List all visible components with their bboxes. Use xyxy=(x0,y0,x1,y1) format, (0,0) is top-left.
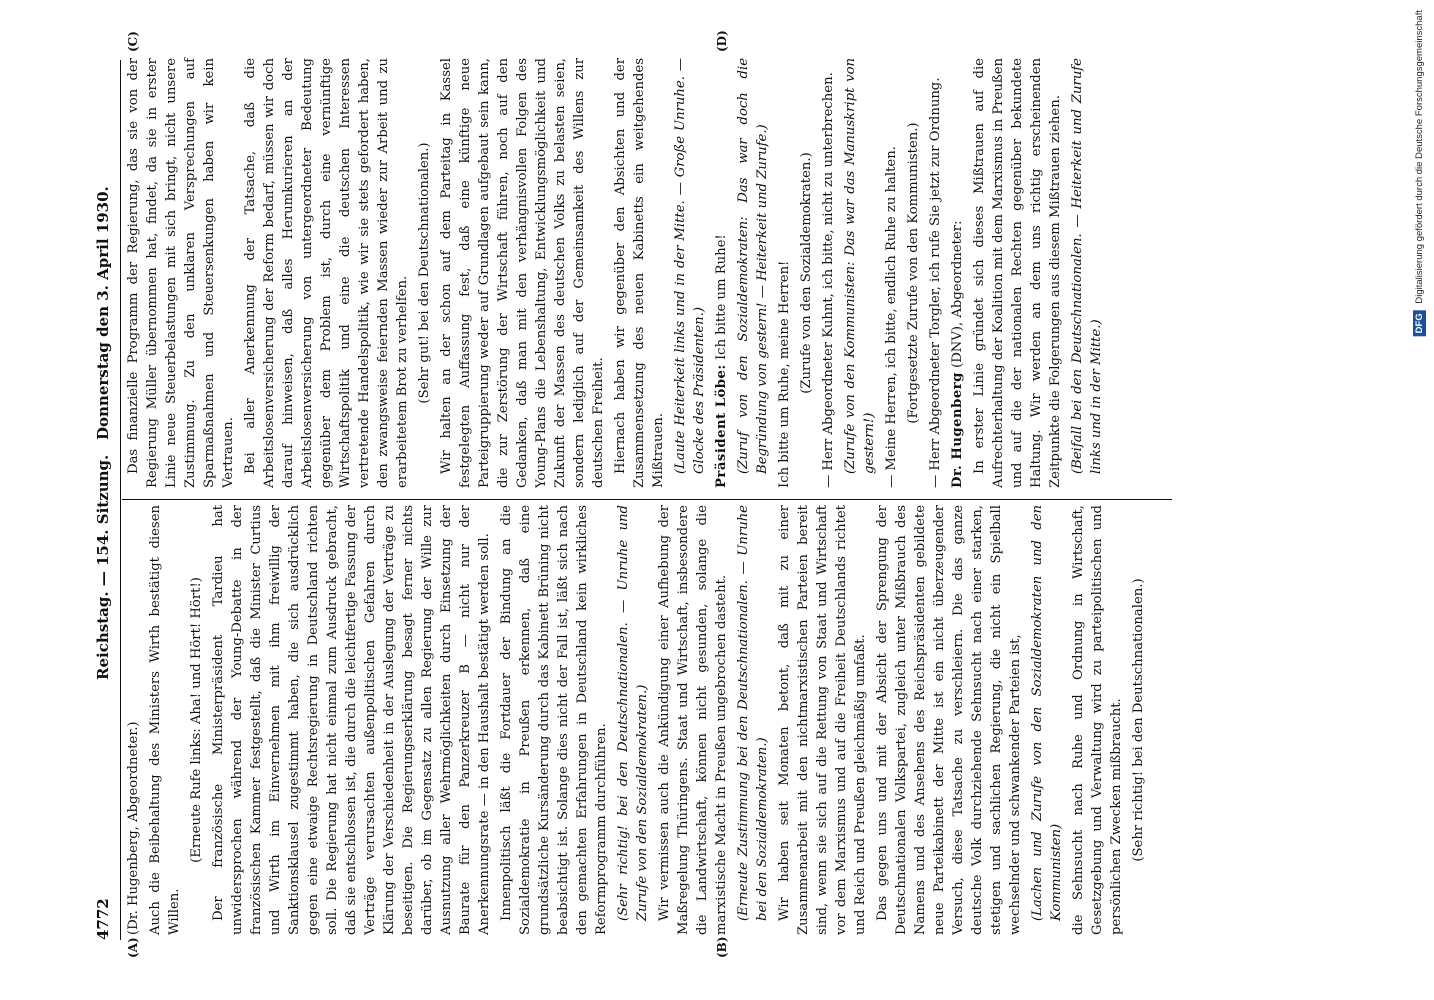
right-column xyxy=(124,58,1109,488)
column-divider xyxy=(122,499,1172,500)
interjection: (Beifall bei den Deutschnationalen. — Heiterkeit und Zurufe links und in der Mitte.) xyxy=(1070,58,1104,474)
margin-mark-a: (A) xyxy=(126,937,140,958)
dfg-logo: DFG xyxy=(1413,310,1426,336)
margin-mark-d: (D) xyxy=(715,30,729,52)
paragraph: — Meine Herren, ich bitte, endlich Ruhe zu halten. xyxy=(884,146,899,488)
interjection: (Zuruf von den Sozialdemokraten: Das war doch die Begründung von gestern! — Heiterkeit und Zurufe.) xyxy=(736,58,770,474)
interjection: (Zurufe von den Kommunisten: Das war das Manuskript von gestern!) xyxy=(843,58,877,474)
paragraph: Der französische Ministerpräsident Tardieu hat unwidersprochen während der Young-Debatte in der französischen Kammer festgestellt, daß die Minister Curtius und Wirth im Einvernehmen mit ihm freiwillig der Sanktionsklausel zugestimmt haben, die sich ausdrücklich gegen eine etwaige Rechtsregierung in Deutschland richten soll. Die Regierung hat nicht einmal zum Ausdruck gebracht, daß sie entschlossen ist, die durch die leichtfertige Fassung der Verträge verursachten außenpolitischen Gefahren durch Klärung der Verschiedenheit in der Auslegung der Verträge zu beseitigen. Die Regierungserklärung besagt ferner nichts darüber, ob im Gegensatz zu allen Regierung der Wille zur Ausnutzung aller Wehrmöglichkeiten durch Einsetzung der Baurate für den Panzerkreuzer B — nicht nur der Anerkennungsrate — in den Haushalt bestätigt werden soll. xyxy=(211,505,492,935)
paragraph: — Herr Abgeordneter Torgler, ich rufe Sie jetzt zur Ordnung. xyxy=(928,77,943,488)
session-title: Reichstag. — 154. Sitzung. xyxy=(94,454,112,680)
paragraph: Wir haben seit Monaten betont, daß mit zu einer Zusammenarbeit mit den nichtmarxistischen Parteien bereit sind, wenn sie sich auf die Rettung von Staat und Wirtschaft vor dem Marxismus und auf die Freiheit Deutschlands richtet und Reich und Preußen gleichmäßig umfaßt. xyxy=(777,505,868,935)
interjection: (Sehr richtig! bei den Deutschnationalen.) xyxy=(1131,578,1146,862)
interjection: (Erneute Zustimmung bei den Deutschnationalen. — Unruhe bei den Sozialdemokraten.) xyxy=(736,505,770,921)
interjection: (Sehr richtig! bei den Deutschnationalen. — Unruhe und Zurufe von den Sozialdemokraten.) xyxy=(616,505,650,921)
paragraph: Wir vermissen auch die Ankündigung einer Aufhebung der Maßregelung Thüringens. Staat und Wirtschaft, insbesondere die Landwirtschaft, können nicht gesunden, solange die marxistische Macht in Preußen ungebrochen dasteht. xyxy=(657,505,729,935)
left-column xyxy=(124,505,1151,935)
paragraph: Innenpolitisch läßt die Fortdauer der Bindung an die Sozialdemokratie in Preußen erkennen, daß eine grundsätzliche Kursänderung durch das Kabinett Brüning nicht beabsichtigt ist. Solange dies nicht der Fall ist, läßt sich nach den gemachten Erfahrungen in Deutschland kein wirkliches Reformprogramm durchführen. xyxy=(499,505,609,935)
paragraph: die Sehnsucht nach Ruhe und Ordnung in Wirtschaft, Gesetzgebung und Verwaltung wird zu parteipolitischen und persönlichen Zwecken mißbraucht. xyxy=(1071,505,1124,935)
header-rule xyxy=(120,60,121,940)
interjection: (Fortgesetzte Zurufe von den Kommunisten.) xyxy=(906,122,921,424)
paragraph: Hiernach haben wir gegenüber den Absichten und der Zusammensetzung des neuen Kabinetts ein weitgehendes Mißtrauen. xyxy=(613,58,666,488)
session-date: Donnerstag den 3. April 1930. xyxy=(94,186,112,440)
margin-mark-c: (C) xyxy=(126,31,140,52)
paragraph: In erster Linie gründet sich dieses Mißtrauen auf die Aufrechterhaltung der Koalition mit dem Marxismus in Preußen und auf die der nationalen Rechten gegenüber bekundete Haltung. Wir werden an dem uns richtig erscheinenden Zeitpunkte die Folgerungen aus diesem Mißtrauen ziehen. xyxy=(972,58,1063,488)
paragraph: — Herr Abgeordneter Kuhnt, ich bitte, nicht zu unterbrechen. xyxy=(821,72,836,488)
credit-text: Digitalisierung gefördert durch die Deutsche Forschungsgemeinschaft xyxy=(1414,10,1425,304)
paragraph: Das gegen uns und mit der Absicht der Sprengung der Deutschnationalen Volkspartei, zugleich unter Mißbrauch des Namens und des Ansehens des Reichspräsidenten gebildete neue Parteikabinett der Mitte ist ein nicht überzeugender Versuch, diese Tatsache zu verschleiern. Die das ganze deutsche Volk durchziehende Sehnsucht nach einer starken, stetigen und sachlichen Regierung, die nicht ein Spielball wechselnder und schwankender Parteien ist, xyxy=(875,505,1023,935)
paragraph: Ich bitte um Ruhe, meine Herren! xyxy=(777,260,792,488)
paragraph: (Dr. Hugenberg, Abgeordneter.) xyxy=(126,721,141,935)
paragraph: Wir halten an der schon auf dem Parteitag in Kassel festgelegten Auffassung fest, daß eine künftige neue Parteigruppierung weder auf Grundlagen aufgebaut sein kann, die zur Zerstörung der Wirtschaft führen, noch auf den Gedanken, daß man mit den verhängnisvollen Folgen des Young-Plans die Lebenshaltung, Entwicklungsmöglichkeit und Zukunft der Massen des deutschen Volks zu belasten seien, sondern lediglich auf der Gemeinsamkeit des Willens zur deutschen Freiheit. xyxy=(439,58,606,488)
paragraph: Das finanzielle Programm der Regierung, das sie von der Regierung Müller übernommen hat, findet, da sie in erster Linie neue Steuerbelastungen mit sich bringt, nicht unsere Zustimmung. Zu den unklaren Versprechungen auf Sparmaßnahmen und Steuersenkungen haben wir kein Vertrauen. xyxy=(126,58,236,488)
margin-mark-b: (B) xyxy=(715,936,729,958)
interjection: (Erneute Rufe links: Aha! und Hört! Hört!) xyxy=(189,577,204,863)
interjection: (Zurufe von den Sozialdemokraten.) xyxy=(799,152,814,394)
paragraph: Bei aller Anerkennung der Tatsache, daß die Arbeitslosenversicherung der Reform bedarf, müssen wir doch darauf hinweisen, daß alles Herumkurieren an der Arbeitslosenversicherung von untergeordneter Bedeutung gegenüber dem Problem ist, durch eine vernünftige Wirtschaftspolitik und eine die deutschen Interessen vertretende Handelspolitik, wie wir sie stets gefordert haben, den zwangsweise feiernden Massen wieder zur Arbeit und zu erarbeitetem Brot zu verhelfen. xyxy=(243,58,410,488)
paragraph: Präsident Löbe: Ich bitte um Ruhe! xyxy=(714,234,729,488)
interjection: (Laute Heiterkeit links und in der Mitte. — Große Unruhe. — Glocke des Präsidenten.) xyxy=(673,58,707,474)
paragraph: Auch die Beibehaltung des Ministers Wirth bestätigt diesen Willen. xyxy=(148,505,182,935)
page-header xyxy=(88,60,118,940)
paragraph: Dr. Hugenberg (DNV), Abgeordneter: xyxy=(950,220,965,488)
interjection: (Sehr gut! bei den Deutschnationalen.) xyxy=(417,142,432,404)
page-number: 4772 xyxy=(94,898,112,940)
interjection: (Lachen und Zurufe von den Sozialdemokraten und den Kommunisten) xyxy=(1030,505,1064,921)
digitization-credit xyxy=(1413,10,1426,336)
